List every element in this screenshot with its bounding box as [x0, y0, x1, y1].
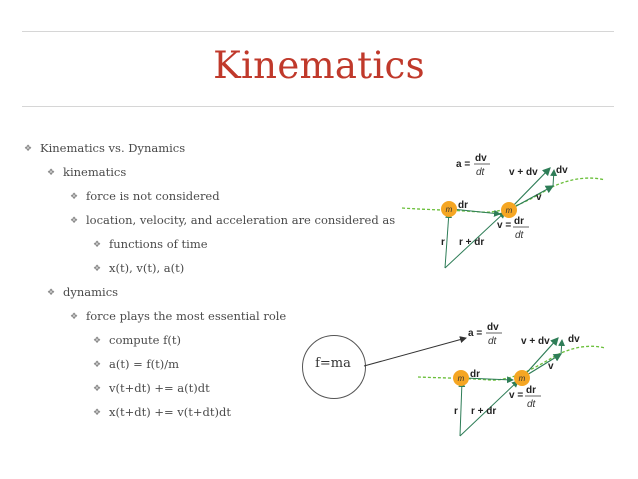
trajectory-path	[418, 346, 605, 380]
a-eq-label: a =	[468, 328, 483, 339]
r-plus-dr-label: r + dr	[471, 406, 497, 417]
v-eq-label: v =	[497, 220, 512, 231]
v-label: v	[536, 192, 542, 203]
bullet-dynamics: dynamics	[63, 285, 119, 299]
dr-label: dr	[458, 200, 468, 211]
bullet-icon: ❖	[93, 408, 102, 418]
dr-numerator: dr	[514, 216, 524, 227]
slide-title: Kinematics	[213, 44, 425, 87]
bullet-icon: ❖	[93, 384, 102, 394]
mass-label: m	[505, 206, 513, 215]
top-diagram	[402, 153, 605, 268]
bullet-xvt: x(t), v(t), a(t)	[109, 261, 185, 275]
dt-denominator: dt	[515, 230, 524, 241]
a-eq-label: a =	[456, 159, 471, 170]
dv-numerator: dv	[475, 153, 487, 164]
bullet-location-velocity: location, velocity, and acceleration are considered as	[86, 213, 396, 227]
dv-vector	[553, 170, 554, 186]
fma-label: f=ma	[315, 356, 351, 371]
bullet-force-essential: force plays the most essential role	[86, 309, 287, 323]
dt-denominator: dt	[488, 336, 497, 347]
v-eq-label: v =	[509, 390, 524, 401]
bullet-icon: ❖	[93, 264, 102, 274]
mass-label: m	[445, 205, 453, 214]
bullet-kinematics-vs-dynamics: Kinematics vs. Dynamics	[40, 141, 186, 155]
bullet-icon: ❖	[70, 312, 79, 322]
dv-vector	[561, 340, 562, 354]
r-plus-dr-label: r + dr	[459, 237, 485, 248]
dv-label: dv	[568, 334, 580, 345]
dt-denominator: dt	[527, 399, 536, 410]
bullet-kinematics: kinematics	[63, 165, 127, 179]
bullet-icon: ❖	[70, 192, 79, 202]
mass-label: m	[457, 374, 465, 383]
fma-arrow	[364, 338, 466, 366]
dt-denominator: dt	[476, 167, 485, 178]
bullet-xt-update: x(t+dt) += v(t+dt)dt	[109, 405, 231, 419]
v-plus-dv-label: v + dv	[509, 167, 538, 178]
bullet-icon: ❖	[93, 360, 102, 370]
bullet-compute-ft: compute f(t)	[109, 333, 181, 347]
r-vector	[445, 212, 449, 268]
bullet-at-eq: a(t) = f(t)/m	[109, 357, 180, 371]
bullet-icon: ❖	[24, 144, 33, 154]
bullet-icon: ❖	[70, 216, 79, 226]
dv-numerator: dv	[487, 322, 499, 333]
bullet-icon: ❖	[47, 288, 56, 298]
dr-numerator: dr	[526, 385, 536, 396]
r-label: r	[441, 237, 445, 248]
bullet-functions-of-time: functions of time	[109, 237, 208, 251]
r-label: r	[454, 406, 458, 417]
bullet-icon: ❖	[93, 336, 102, 346]
bullet-icon: ❖	[47, 168, 56, 178]
bullet-icon: ❖	[93, 240, 102, 250]
bullet-force-not-considered: force is not considered	[86, 189, 220, 203]
v-plus-dv-label: v + dv	[521, 336, 550, 347]
mass-label: m	[518, 374, 526, 383]
v-label: v	[548, 361, 554, 372]
bullet-vt-update: v(t+dt) += a(t)dt	[109, 381, 210, 395]
dr-label: dr	[470, 369, 480, 380]
dv-label: dv	[556, 165, 568, 176]
bottom-diagram	[418, 322, 605, 436]
r-vector	[460, 381, 462, 436]
